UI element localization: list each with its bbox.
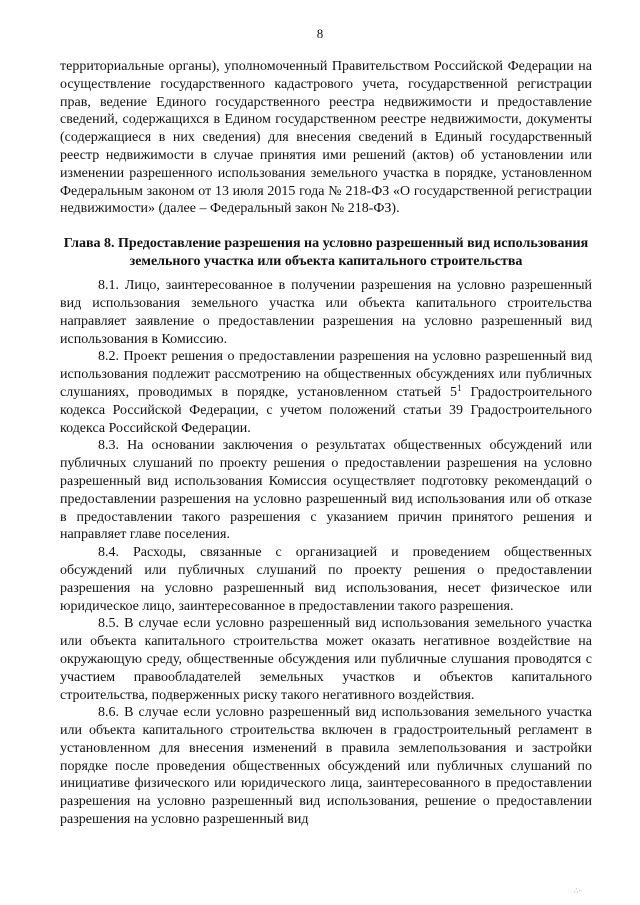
paragraph-8-1: 8.1. Лицо, заинтересованное в получении разрешения на условно разрешенный вид использования земельного участка или объекта капитального строительства направляет заявление о предоставлении разрешения на условно разрешенный вид использования в Комиссию. xyxy=(60,278,592,347)
paragraph-8-2 xyxy=(60,348,592,437)
chapter-title: Глава 8. Предоставление разрешения на условно разрешенный вид использования земельного участка или объекта капитального строительства xyxy=(63,236,589,269)
corner-mark: ∴∙∙ xyxy=(574,887,582,895)
paragraph-8-2-part-a: 8.2. Проект решения о предоставлении разрешения на условно разрешенный вид использования подлежит рассмотрению на общественных обсуждениях или публичных слушаниях, проводимых в порядке, установленном статьей 5 xyxy=(60,349,592,400)
paragraph-8-4: 8.4. Расходы, связанные с организацией и проведением общественных обсуждений или публичных слушаний по проекту решения о предоставлении разрешения на условно разрешенный вид использования, несет физическое или юридическое лицо, заинтересованное в предоставлении такого разрешения. xyxy=(60,545,592,614)
paragraph-8-6: 8.6. В случае если условно разрешенный вид использования земельного участка или объекта капитального строительства включен в градостроительный регламент в установленном для внесения изменений в правила землепользования и застройки порядке после проведения общественных обсуждений или публичных слушаний по инициативе физического или юридического лица, заинтересованного в предоставлении разрешения на условно разрешенный вид использования, решение о предоставлении разрешения на условно разрешенный вид xyxy=(60,705,592,828)
paragraph-8-3: 8.3. На основании заключения о результатах общественных обсуждений или публичных слушаний по проекту решения о предоставлении разрешения на условно разрешенный вид использования Комиссия осуществляет подготовку рекомендаций о предоставлении разрешения на условно разрешенный вид использования или об отказе в предоставлении такого разрешения с указанием причин принятого решения и направляет главе поселения. xyxy=(60,438,592,543)
document-body xyxy=(60,58,592,829)
paragraph-8-2-part-b: Градостроительного кодекса Российской Федерации, с учетом положений статьи 39 Градостроительного кодекса Российской Федерации. xyxy=(60,384,592,436)
paragraph-8-5: 8.5. В случае если условно разрешенный вид использования земельного участка или объекта капитального строительства может оказать негативное воздействие на окружающую среду, общественные обсуждения или публичные слушания проводятся с участием правообладателей земельных участков и объектов капитального строительства, подверженных риску такого негативного воздействия. xyxy=(60,616,592,703)
article-superscript: 1 xyxy=(457,382,462,393)
page-number: 8 xyxy=(316,26,324,41)
intro-paragraph: территориальные органы), уполномоченный Правительством Российской Федерации на осуществление государственного кадастрового учета, государственной регистрации прав, ведение Единого государственного реестра недвижимости и предоставление сведений, содержащихся в Едином государственном реестре недвижимости, документы (содержащиеся в них сведения) для внесения сведений в Единый государственный реестр недвижимости в случае принятия ими решений (актов) об установлении или изменении разрешенного использования земельного участка в порядке, установленном Федеральным законом от 13 июля 2015 года № 218-ФЗ «О государственной регистрации недвижимости» (далее – Федеральный закон № 218-ФЗ). xyxy=(60,59,592,217)
